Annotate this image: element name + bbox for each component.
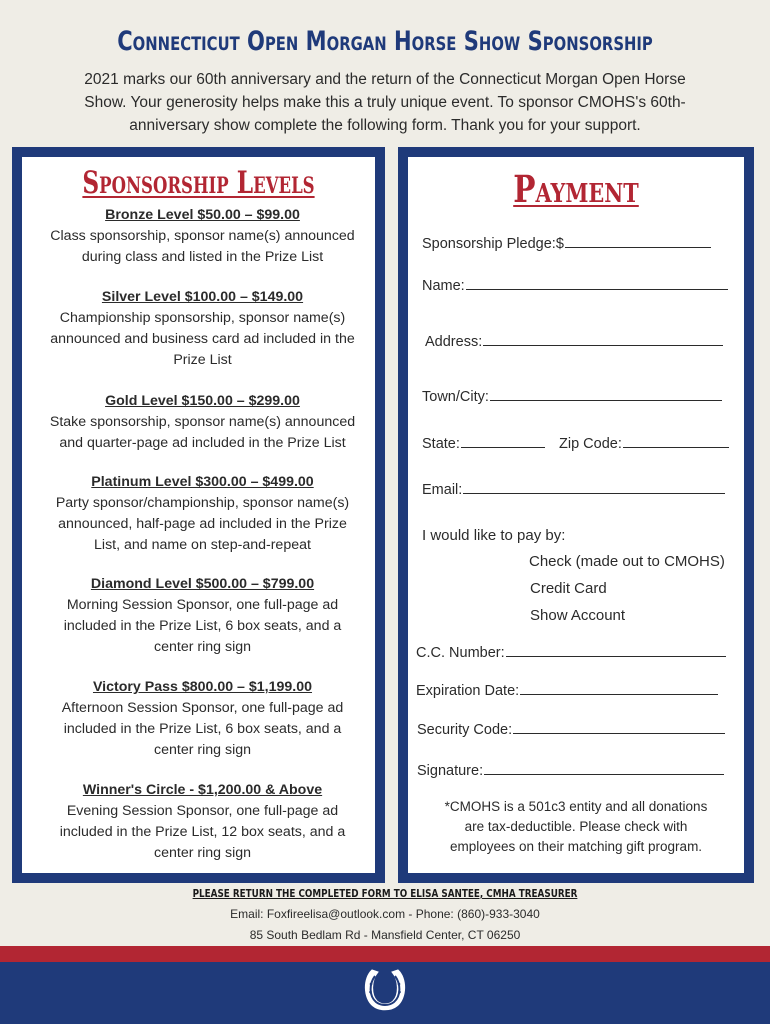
level-silver (28, 287, 377, 371)
security-code-field[interactable] (417, 719, 725, 738)
state-field[interactable] (422, 433, 545, 452)
contact-address: 85 South Bedlam Rd - Mansfield Center, CT 06250 (249, 928, 521, 942)
level-desc: and quarter-page ad included in the Prize List (59, 435, 346, 451)
level-winners-circle (28, 780, 377, 864)
level-platinum (28, 472, 377, 556)
pay-by-label: I would like to pay by: (422, 527, 566, 544)
level-title: Bronze Level $50.00 – $99.00 (105, 207, 300, 223)
address-line[interactable] (483, 331, 723, 346)
level-desc: during class and listed in the Prize List (81, 249, 324, 265)
signature-label: Signature: (417, 763, 484, 779)
sponsorship-levels-card (22, 157, 375, 873)
option-show-account[interactable]: Show Account (530, 607, 626, 624)
cc-number-field[interactable] (416, 642, 726, 661)
tax-note-line: *CMOHS is a 501c3 entity and all donations (444, 799, 708, 814)
level-desc: center ring sign (154, 742, 251, 758)
zip-line[interactable] (623, 433, 729, 448)
horseshoe-icon (361, 964, 409, 1014)
level-desc: included in the Prize List, 6 box seats, and a (63, 721, 342, 737)
level-desc: Morning Session Sponsor, one full-page ad (66, 597, 339, 613)
email-line[interactable] (463, 479, 725, 494)
address-label: Address: (425, 334, 483, 350)
level-desc: Class sponsorship, sponsor name(s) announced (50, 228, 355, 244)
security-code-label: Security Code: (417, 722, 513, 738)
contact-email-phone: Email: Foxfireelisa@outlook.com - Phone: (860)-933-3040 (230, 907, 540, 921)
level-title: Diamond Level $500.00 – $799.00 (90, 576, 315, 592)
pledge-field[interactable] (422, 233, 711, 252)
town-field[interactable] (422, 386, 722, 405)
option-credit-card[interactable]: Credit Card (530, 580, 607, 597)
expiration-field[interactable] (416, 680, 718, 699)
level-desc: announced and business card ad included in the (50, 331, 355, 347)
intro-line: Show. Your generosity helps make this a truly unique event. To sponsor CMOHS's 60th- (84, 94, 686, 111)
name-label: Name: (422, 278, 465, 294)
town-line[interactable] (490, 386, 722, 401)
level-desc: included in the Prize List, 6 box seats, and a (63, 618, 342, 634)
level-victory-pass (28, 677, 377, 761)
tax-note-line: are tax-deductible. Please check with (464, 819, 688, 834)
tax-note (426, 797, 726, 857)
email-label: Email: (422, 482, 463, 498)
level-title: Winner's Circle - $1,200.00 & Above (82, 782, 323, 798)
sponsorship-levels-panel (12, 147, 385, 883)
zip-label: Zip Code: (559, 436, 622, 452)
cc-number-line[interactable] (506, 642, 726, 657)
level-desc: Stake sponsorship, sponsor name(s) announced (49, 414, 356, 430)
expiration-label: Expiration Date: (416, 683, 520, 699)
level-desc: Afternoon Session Sponsor, one full-page ad (61, 700, 344, 716)
page-title: Connecticut Open Morgan Horse Show Sponsorship (117, 26, 653, 57)
level-bronze (28, 205, 377, 268)
level-desc: List, and name on step-and-repeat (94, 537, 311, 553)
level-diamond (28, 574, 377, 658)
email-field[interactable] (422, 479, 725, 498)
payment-heading: Payment (513, 167, 639, 211)
level-desc: center ring sign (154, 845, 251, 861)
address-field[interactable] (425, 331, 723, 350)
level-desc: center ring sign (154, 639, 251, 655)
intro-text (30, 68, 740, 137)
level-title: Gold Level $150.00 – $299.00 (105, 393, 300, 409)
payment-panel (398, 147, 754, 883)
expiration-line[interactable] (520, 680, 718, 695)
pledge-line[interactable] (565, 233, 711, 248)
option-check[interactable]: Check (made out to CMOHS) (529, 553, 725, 570)
red-stripe (0, 946, 770, 962)
level-desc: Party sponsor/championship, sponsor name(s) (55, 495, 350, 511)
tax-note-line: employees on their matching gift program. (449, 839, 703, 854)
level-desc: announced, half-page ad included in the Prize (58, 516, 347, 532)
state-line[interactable] (461, 433, 545, 448)
level-desc: Evening Session Sponsor, one full-page ad (66, 803, 339, 819)
cc-number-label: C.C. Number: (416, 645, 505, 661)
intro-line: anniversary show complete the following form. Thank you for your support. (129, 117, 641, 134)
level-desc: Prize List (173, 352, 232, 368)
signature-field[interactable] (417, 760, 724, 779)
pledge-label: Sponsorship Pledge:$ (422, 236, 564, 252)
level-title: Victory Pass $800.00 – $1,199.00 (92, 679, 313, 695)
level-gold (28, 391, 377, 454)
intro-line: 2021 marks our 60th anniversary and the return of the Connecticut Morgan Open Horse (84, 71, 686, 88)
zip-field[interactable] (559, 433, 729, 452)
levels-heading: Sponsorship Levels (82, 165, 315, 201)
name-line[interactable] (466, 275, 728, 290)
name-field[interactable] (422, 275, 728, 294)
level-desc: Championship sponsorship, sponsor name(s) (59, 310, 346, 326)
security-code-line[interactable] (513, 719, 725, 734)
state-label: State: (422, 436, 460, 452)
town-label: Town/City: (422, 389, 489, 405)
payment-card (408, 157, 744, 873)
level-title: Platinum Level $300.00 – $499.00 (91, 474, 314, 490)
level-title: Silver Level $100.00 – $149.00 (101, 289, 304, 305)
signature-line[interactable] (484, 760, 724, 775)
return-instructions: PLEASE RETURN THE COMPLETED FORM TO ELISA SANTEE, CMHA TREASURER (192, 887, 578, 900)
level-desc: included in the Prize List, 12 box seats, and a (59, 824, 346, 840)
